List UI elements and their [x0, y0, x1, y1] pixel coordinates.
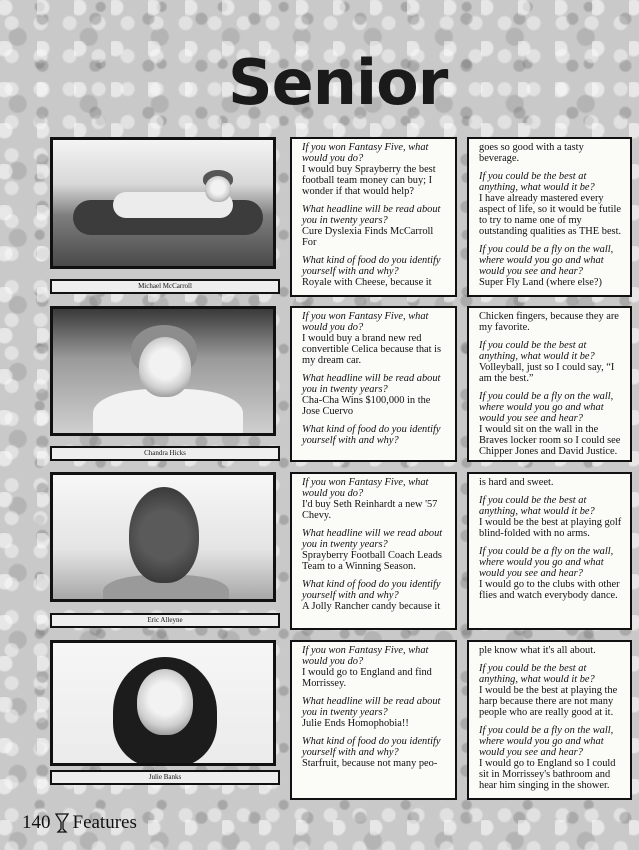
senior-name-caption: Eric Alleyne	[50, 613, 280, 628]
answer-text: Royale with Cheese, because it	[302, 277, 432, 288]
question-text: If you won Fantasy Five, what would you do?	[302, 645, 429, 667]
answer-box	[290, 306, 457, 462]
answer-text: I would go to England and find Morrissey.	[302, 667, 432, 689]
question-text: What kind of food do you identify yourself with and why?	[302, 255, 441, 277]
question-text: What kind of food do you identify yourself with and why?	[302, 424, 441, 446]
page-number: 140	[22, 812, 51, 833]
senior-photo	[50, 137, 276, 269]
answer-text: I would be the best at playing the harp because there are not many people who are really good at it.	[479, 685, 618, 718]
answer-box	[290, 472, 457, 630]
senior-name-caption: Julie Banks	[50, 770, 280, 785]
answer-text: Cha-Cha Wins $100,000 in the Jose Cuervo	[302, 395, 431, 417]
question-text: If you won Fantasy Five, what would you do?	[302, 142, 429, 164]
answer-text: goes so good with a tasty beverage.	[479, 142, 584, 164]
answer-text: I would sit on the wall in the Braves locker room so I could see Chipper Jones and David Justice.	[479, 424, 621, 457]
answer-text: Cure Dyslexia Finds McCarroll For	[302, 226, 434, 248]
answer-text: I would be the best at playing golf blind-folded with no arms.	[479, 517, 622, 539]
question-text: If you could be a fly on the wall, where would you go and what would you see and hear?	[479, 244, 614, 277]
page-title: Senior	[228, 46, 448, 119]
question-text: If you could be a fly on the wall, where would you go and what would you see and hear?	[479, 546, 614, 579]
answer-text: Volleyball, just so I could say, “I am the best.”	[479, 362, 615, 384]
answer-text: I would go to England so I could sit in Morrissey's bathroom and hear him singing in the shower.	[479, 758, 616, 791]
answer-text: I would buy a brand new red convertible Celica because that is my dream car.	[302, 333, 442, 366]
answer-text: A Jolly Rancher candy because it	[302, 601, 441, 612]
answer-text: I would go to the clubs with other flies and watch everybody dance.	[479, 579, 620, 601]
question-text: If you could be the best at anything, what would it be?	[479, 495, 595, 517]
answer-box	[467, 472, 632, 630]
question-text: What kind of food do you identify yourself with and why?	[302, 736, 441, 758]
answer-text: I have already mastered every aspect of life, so it would be futile to try to name one of my outstanding qualities as THE best.	[479, 193, 622, 237]
question-text: If you could be a fly on the wall, where would you go and what would you see and hear?	[479, 391, 614, 424]
answer-box	[290, 137, 457, 297]
answer-text: Starfruit, because not many peo-	[302, 758, 438, 769]
answer-text: Chicken fingers, because they are my favorite.	[479, 311, 619, 333]
senior-photo	[50, 640, 276, 766]
question-text: If you won Fantasy Five, what would you do?	[302, 477, 429, 499]
answer-box	[290, 640, 457, 800]
answer-text: Sprayberry Football Coach Leads Team to a Winning Season.	[302, 550, 442, 572]
question-text: What headline will we read about you in twenty years?	[302, 528, 443, 550]
answer-box	[467, 640, 632, 800]
page-footer	[22, 812, 137, 834]
question-text: If you could be the best at anything, what would it be?	[479, 340, 595, 362]
senior-name-caption: Michael McCarroll	[50, 279, 280, 294]
question-text: If you could be a fly on the wall, where would you go and what would you see and hear?	[479, 725, 614, 758]
section-name: Features	[72, 812, 137, 833]
answer-text: ple know what it's all about.	[479, 645, 596, 656]
answer-text: Julie Ends Homophobia!!	[302, 718, 409, 729]
goblet-icon	[55, 813, 69, 833]
senior-photo	[50, 472, 276, 602]
question-text: If you won Fantasy Five, what would you do?	[302, 311, 429, 333]
question-text: What headline will be read about you in twenty years?	[302, 373, 441, 395]
question-text: If you could be the best at anything, what would it be?	[479, 171, 595, 193]
question-text: What kind of food do you identify yourself with and why?	[302, 579, 441, 601]
answer-text: Super Fly Land (where else?)	[479, 277, 602, 288]
answer-box	[467, 306, 632, 462]
answer-text: is hard and sweet.	[479, 477, 554, 488]
senior-photo	[50, 306, 276, 436]
answer-text: I'd buy Seth Reinhardt a new '57 Chevy.	[302, 499, 438, 521]
question-text: If you could be the best at anything, what would it be?	[479, 663, 595, 685]
answer-box	[467, 137, 632, 297]
question-text: What headline will be read about you in twenty years?	[302, 204, 441, 226]
answer-text: I would buy Sprayberry the best football team money can buy; I wonder if that would help?	[302, 164, 436, 197]
senior-name-caption: Chandra Hicks	[50, 446, 280, 461]
question-text: What headline will be read about you in twenty years?	[302, 696, 441, 718]
